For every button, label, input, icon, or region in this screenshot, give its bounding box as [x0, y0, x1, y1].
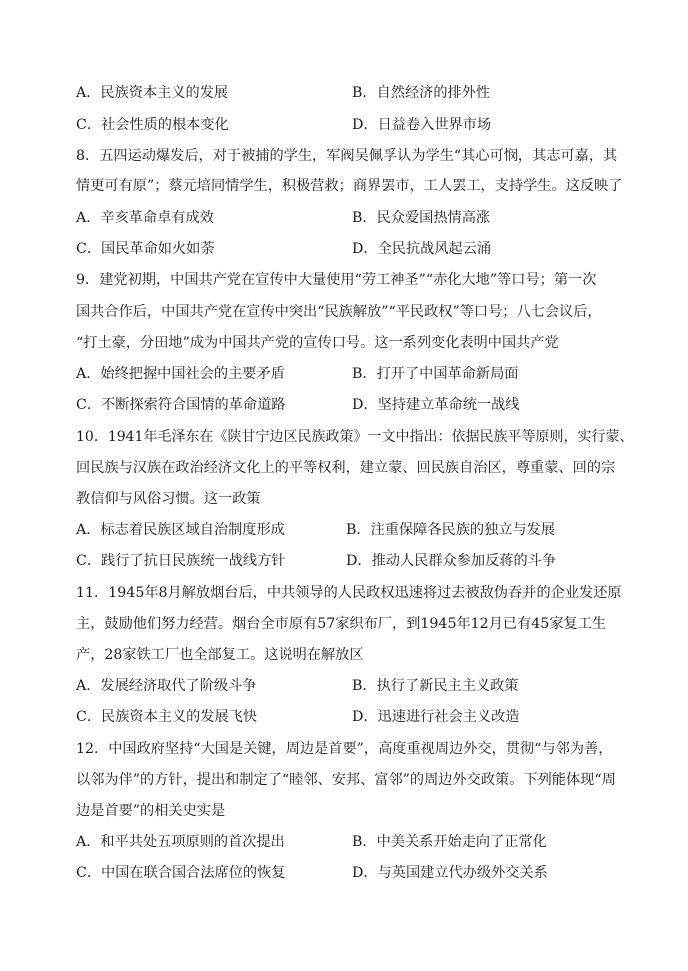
- q8-stem-line-2: 情更可有原”；蔡元培同情学生，积极营救；商界罢市，工人罢工，支持学生。这反映了: [76, 178, 623, 194]
- q10-stem-line-2: 回民族与汉族在政治经济文化上的平等权利，建立蒙、回民族自治区，尊重蒙、回的宗: [76, 460, 616, 476]
- q9-option-b: B．打开了中国革命新局面: [352, 366, 519, 382]
- q8-option-c: C．国民革命如火如荼: [76, 241, 215, 257]
- q11-stem-line-1: 11．1945年8月解放烟台后，中共领导的人民政权迅速将过去被敌伪吞并的企业发还原: [76, 585, 622, 601]
- q12-option-b: B．中美关系开始走向了正常化: [352, 834, 547, 850]
- q8-stem-line-1: 8．五四运动爆发后，对于被捕的学生，军阀吴佩孚认为学生“其心可悯，其志可嘉，其: [76, 148, 618, 164]
- q12-stem-line-2: 以邻为伴”的方针，提出和制定了“睦邻、安邦、富邻”的周边外交政策。下列能体现“周: [76, 772, 616, 788]
- q7-option-a: A．民族资本主义的发展: [76, 85, 229, 101]
- q9-stem-line-2: 国共合作后，中国共产党在宣传中突出“民族解放”“平民政权”等口号；八七会议后，: [76, 304, 602, 320]
- q12-stem-line-1: 12．中国政府坚持“大国是关键，周边是首要”，高度重视周边外交，贯彻“与邻为善，: [76, 741, 613, 757]
- q8-option-d: D．全民抗战风起云涌: [352, 241, 492, 257]
- q12-option-a: A．和平共处五项原则的首次提出: [76, 834, 285, 850]
- q12-option-c: C．中国在联合国合法席位的恢复: [76, 865, 286, 881]
- q10-option-c: C．践行了抗日民族统一战线方针: [76, 553, 286, 569]
- q11-stem-line-3: 产，28家铁工厂也全部复工。这说明在解放区: [76, 647, 364, 663]
- q12-stem-line-3: 边是首要”的相关史实是: [76, 803, 226, 819]
- q12-option-d: D．与英国建立代办级外交关系: [352, 865, 548, 881]
- q11-option-a: A．发展经济取代了阶级斗争: [76, 678, 257, 694]
- q10-stem-line-1: 10．1941年毛泽东在《陕甘宁边区民族政策》一文中指出：依据民族平等原则，实行蒙、: [76, 429, 634, 445]
- q10-option-d: D．推动人民群众参加反蒋的斗争: [346, 553, 557, 569]
- q9-option-a: A．始终把握中国社会的主要矛盾: [76, 366, 285, 382]
- q7-option-c: C．社会性质的根本变化: [76, 117, 229, 133]
- q10-option-b: B．注重保障各民族的独立与发展: [346, 522, 556, 538]
- q8-option-a: A．辛亥革命卓有成效: [76, 210, 214, 226]
- q10-stem-line-3: 教信仰与风俗习惯。这一政策: [76, 491, 261, 507]
- q7-option-b: B．自然经济的排外性: [352, 85, 491, 101]
- q9-option-c: C．不断探索符合国情的革命道路: [76, 397, 286, 413]
- q9-option-d: D．坚持建立革命统一战线: [352, 397, 520, 413]
- q11-option-b: B．执行了新民主主义政策: [352, 678, 519, 694]
- q8-option-b: B．民众爱国热情高涨: [352, 210, 491, 226]
- q7-option-d: D．日益卷入世界市场: [352, 117, 492, 133]
- q11-option-c: C．民族资本主义的发展飞快: [76, 709, 258, 725]
- q11-stem-line-2: 主，鼓励他们努力经营。烟台全市原有57家织布厂，到1945年12月已有45家复工生: [76, 616, 607, 632]
- q11-option-d: D．迅速进行社会主义改造: [352, 709, 520, 725]
- q9-stem-line-3: “打土豪，分田地”成为中国共产党的宣传口号。这一系列变化表明中国共产党: [76, 335, 559, 351]
- q9-stem-line-1: 9．建党初期，中国共产党在宣传中大量使用“劳工神圣”“赤化大地”等口号；第一次: [76, 272, 597, 288]
- q10-option-a: A．标志着民族区域自治制度形成: [76, 522, 285, 538]
